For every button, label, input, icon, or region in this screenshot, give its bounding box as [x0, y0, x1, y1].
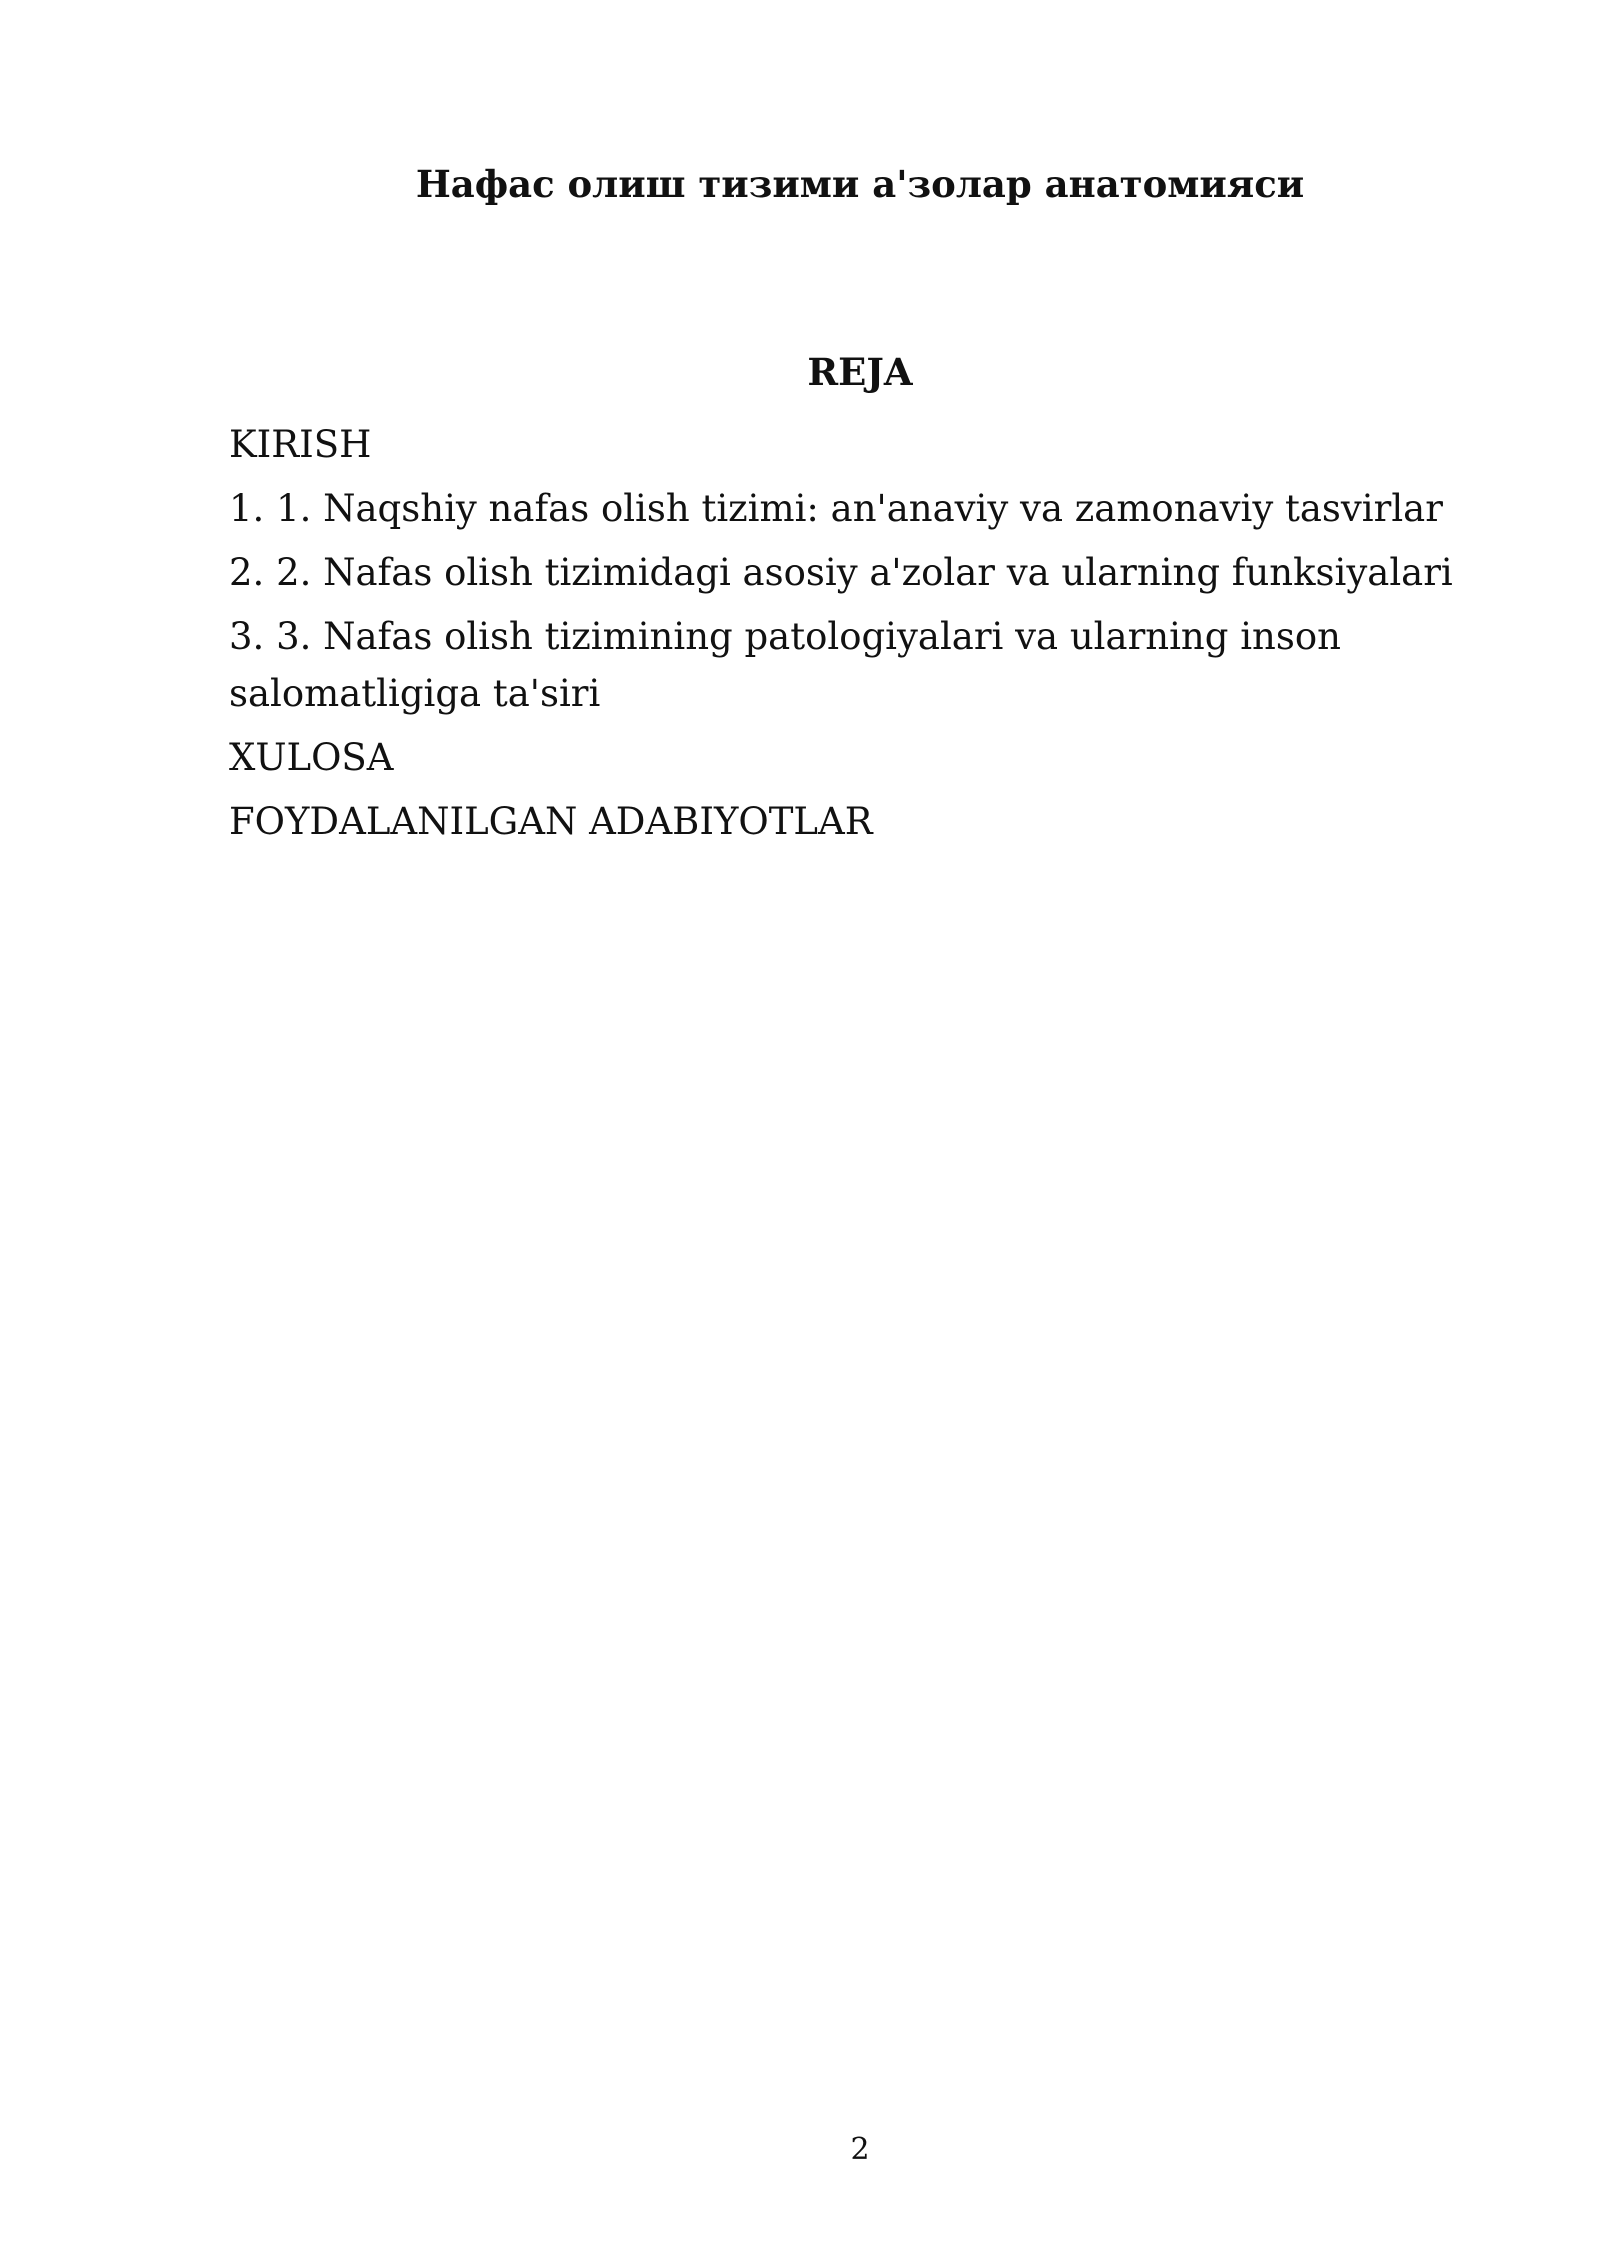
page-number: 2	[850, 2132, 870, 2167]
toc-item-chapter-3: 3. 3. Nafas olish tizimining patologiyalari va ularning inson salomatligiga ta'siri	[229, 615, 1341, 715]
toc-item-introduction: KIRISH	[229, 423, 372, 466]
plan-heading: REJA	[807, 350, 913, 394]
table-of-contents	[229, 416, 1499, 857]
toc-item-chapter-1: 1. 1. Naqshiy nafas olish tizimi: an'anaviy va zamonaviy tasvirlar	[229, 487, 1443, 530]
toc-item-conclusion: XULOSA	[229, 736, 394, 779]
toc-item-chapter-2: 2. 2. Nafas olish tizimidagi asosiy a'zolar va ularning funksiyalari	[229, 551, 1453, 594]
document-title: Нафас олиш тизими а'золар анатомияси	[415, 162, 1305, 206]
toc-item-references: FOYDALANILGAN ADABIYOTLAR	[229, 800, 873, 843]
